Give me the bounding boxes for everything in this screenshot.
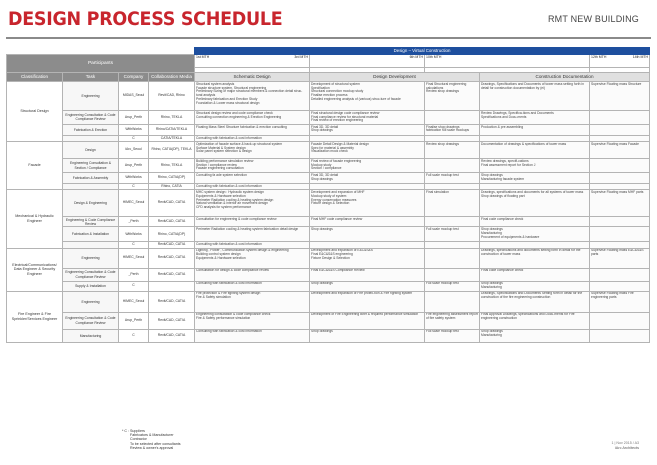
design-dev-cell-2: Full scale mockup test [425,281,480,291]
month-label-6: 6th MTH [310,55,425,68]
title-rule [6,37,651,39]
media-cell: Revit/CAD, CATIA [149,248,195,268]
table-row [7,190,650,217]
supervision-cell [590,217,650,227]
schematic-cell: Structural system analysis Facade structure system, Structural engineering Preliminary Sizing of major structural members & connection detail struc-tural analysis Preliminary fabrication and Erection Study Foundation & Lower mass structural design [195,82,310,111]
supervision-cell [590,159,650,173]
task-cell: Engineering [63,82,119,111]
design-dev-cell-2: Fire engineering assessment report of fire safety system [425,312,480,329]
media-cell: Rhino, TEKLA [149,111,195,125]
classification-cell: Facade [7,142,63,190]
construction-doc-cell: Drawings, specifications and documents for all systems of tower mass Shop drawings of floating part [480,190,590,217]
media-cell: Revit/CAD, CATIA [149,242,195,248]
task-cell: Design [63,142,119,159]
design-dev-cell-2: Finalise shop drawings fabrication full scale mockups [425,124,480,135]
schematic-cell: Consulting fa ade system selection [195,173,310,184]
supervision-cell [590,268,650,281]
supervision-cell [590,281,650,291]
company-cell: MIDAS_Seoul [119,82,149,111]
design-dev-cell: Shop drawings [310,227,425,242]
company-cell: WithWorks [119,173,149,184]
construction-doc-cell: Documentation of drawings & specifications of tower mass [480,142,590,159]
month-label-10: 10th MTH [425,55,590,68]
task-cell: Engineering [63,291,119,312]
task-cell: Engineering Consultation & Section / Compliance [63,159,119,173]
media-cell: Revit/CAD, Rhino [149,82,195,111]
company-cell: C [119,281,149,291]
construction-doc-cell: Drawings, Specifications and Documents Setting forth in detail for the construction of the fire engineering construction [480,291,590,312]
classification-cell: Structural Design [7,82,63,142]
design-dev-cell-2: Final simulation [425,190,480,217]
task-cell: Fabrication & Erection [63,124,119,135]
company-cell: C [119,184,149,190]
supervision-cell [590,173,650,184]
page-number: 1 | Nov 2015 / A3 [611,441,639,445]
task-cell: Engineering Consultation & Code Compliance Review [63,111,119,125]
media-cell: Revit/CAD, CATIA [149,217,195,227]
design-dev-cell: Final review of facade engineering Mockup study Section / compliance [310,159,425,173]
schematic-cell: Consulting with fabrication & cost information [195,329,310,342]
supervision-cell [590,312,650,329]
construction-doc-cell: Production & pre assembling [480,124,590,135]
design-dev-cell: Development of structural system Specification Structural connection mockup study Finalise erection process Detailed engineering analysis of (various) struc-ture of facade [310,82,425,111]
schematic-cell: Consulting with fabrication & cost information [195,184,310,190]
table-row [7,111,650,125]
design-dev-cell: Final structural design code compliance review Final compliance review for structural material Final review of erection engineering [310,111,425,125]
company-cell: C [119,135,149,141]
media-cell [149,281,195,291]
schematic-cell: Engineering consultation & code compliance check Fire & Safety performance simulation [195,312,310,329]
construction-doc-cell: Review Drawings, Specifica-tions and Documents Specifications and Docu-ments [480,111,590,125]
construction-doc-cell: Shop drawings Manufacturing [480,281,590,291]
construction-doc-cell: Final code compliance check [480,217,590,227]
table-row [7,329,650,342]
media-cell: Revit/CAD, CATIA [149,291,195,312]
schedule-table [6,47,650,343]
design-dev-cell: Final E&C&S&S Compliance Review [310,268,425,281]
design-dev-cell-2 [425,248,480,268]
schematic-cell: Building performance simulation review Section / compliance review Facade engineering consultation [195,159,310,173]
media-cell: Revit/CAD, CATIA [149,329,195,342]
design-dev-cell: Final 3D, 3D detail Shop drawings [310,124,425,135]
schematic-cell: Consulting with fabrication & cost information [195,135,310,141]
month-label-1: 1st MTH 3rd MTH [195,55,310,68]
col-construction-documentation: Construction Documentation [480,73,650,82]
col-media: Collaboration Media [149,73,195,82]
construction-doc-cell: Drawings, specifications and documents setting forth in detail for the construction of tower mass [480,248,590,268]
construction-doc-cell: Shop drawings Manufacturing [480,329,590,342]
construction-doc-cell: Drawings, Specifications and Documents of tower mass setting forth in detail for construction documentation by (ei) [480,82,590,111]
schematic-cell: Optimization of facade surface & back-up structural system Surface Material & System design Solar panel system selection & design [195,142,310,159]
design-dev-cell-2 [425,291,480,312]
construction-doc-cell: Final Approval Drawings, specifications and Docu-ments for Fire engineering construction [480,312,590,329]
schematic-cell: Consultation for engineering & code compliance review [195,217,310,227]
design-dev-cell: Final MHF code compliance review [310,217,425,227]
table-row [7,291,650,312]
schematic-cell: Fire protection & Fire fighting system design Fire & Safety simulation [195,291,310,312]
media-cell: Rhino/CATIA/TEKLA [149,124,195,135]
task-cell: Fabrication & Installation [63,227,119,242]
media-cell: Rhino, TEKLA [149,159,195,173]
company-cell: _Perth [119,217,149,227]
task-cell: Manufacturing [63,329,119,342]
company-cell: WithWorks [119,227,149,242]
media-cell: Rhino, CATIA(DP) [149,227,195,242]
media-cell: Revit/CAD, CATIA [149,190,195,217]
schematic-cell: MHC system design : Hydraulic system design Equipments & Hardware selection Perimeter Radiation cooling & heating system design Natural ventilation & interior air movement design CFD analysis for system performance [195,190,310,217]
table-row [7,268,650,281]
table-row [7,124,650,135]
design-dev-cell-2 [425,268,480,281]
task-cell: Fabrication & Assembly [63,173,119,184]
supervision-cell: Supervise Floating mass Structure [590,82,650,111]
col-classification: Classification [7,73,63,82]
phase-banner-row [7,48,650,55]
supervision-cell [590,227,650,242]
design-dev-cell: Development of Fire Engineering Brief & required performance simulation [310,312,425,329]
design-dev-cell: Development and expansion of E&C&S&S Final E&C&S&S engineering Fixture Design & Selection [310,248,425,268]
supervision-cell [590,329,650,342]
table-row [7,217,650,227]
schematic-cell: Consultation for design & code compliance review [195,268,310,281]
table-row [7,159,650,173]
col-design-development: Design Development [310,73,480,82]
column-header-row [7,73,650,82]
design-dev-cell-2 [425,159,480,173]
task-cell: Engineering [63,248,119,268]
design-dev-cell: Shop drawings [310,281,425,291]
note-line: Fabricators & Manufacturer [130,433,174,438]
company-cell: iArc_Seoul [119,142,149,159]
design-dev-cell-2 [425,111,480,125]
participants-row [7,55,650,68]
design-dev-cell-2: Full scale mockup test [425,329,480,342]
company-cell: HIMEC_Seoul [119,291,149,312]
company-cell: HIMEC_Seoul [119,190,149,217]
note-line: Contractor [130,437,147,442]
supervision-cell [590,111,650,125]
col-company: Company [119,73,149,82]
schematic-cell: Structural design review and code compliance check Consulting connection engineering & Erection Engineering [195,111,310,125]
supervision-cell [590,124,650,135]
task-cell: Engineering Consultation & Code Compliance Review [63,268,119,281]
schematic-cell: Floating Mass Steel Structure fabrication & erection consulting [195,124,310,135]
company-cell: Arup_Perth [119,312,149,329]
note-line: * C : Suppliers [122,429,145,433]
media-cell: CATIA/TEKLA [149,135,195,141]
task-cell: Engineering Consultation & Code Compliance Review [63,312,119,329]
schematic-cell: Consulting with fabrication & cost information [195,281,310,291]
media-cell: Revit/CAD, CATIA [149,312,195,329]
table-row [7,82,650,111]
design-dev-cell-2: Final Structural engineering calculations Review shop drawings [425,82,480,111]
classification-cell: Electrical/Communications/ Data Engineer & Security Engineer [7,248,63,291]
table-row [7,281,650,291]
design-dev-cell: Development and expansion of Fire protec-tion & Fire fighting system [310,291,425,312]
month-label-12: 12th MTH 14th MTH [590,55,650,68]
project-name: RMT NEW BUILDING [547,14,639,24]
media-cell: Rhino, CATIA(DP), TEKLA [149,142,195,159]
schematic-cell: Consulting with fabrication & cost information [195,242,310,248]
design-dev-cell: Facade Detail Design & Material design Spec for material & assembly Visualization mock check [310,142,425,159]
schematic-cell: Lighting , Power , Communication system design & engineering Building control system design Equipments & Hardware selection [195,248,310,268]
design-dev-cell-2: Full scale mockup test [425,227,480,242]
media-cell: Rhino, CATIA(DP) [149,173,195,184]
col-task: Task [63,73,119,82]
company-cell: _Perth [119,268,149,281]
task-cell: Engineering & Code Compliance Review [63,217,119,227]
task-cell: Design & Engineering [63,190,119,217]
table-row [7,173,650,184]
firm-credit: iArc Architects [614,446,639,450]
supervision-cell: Supervise Floating mass E&C&S&S parts [590,248,650,268]
design-dev-cell-2: Full scale mockup test [425,173,480,184]
construction-doc-cell: Shop drawings Manufacturing facade system [480,173,590,184]
construction-doc-cell: Review drawings, specifi-cations Final assessment report for Section J [480,159,590,173]
design-dev-cell: Final 3D, 3D detail Shop drawings [310,173,425,184]
company-cell: HIMEC_Seoul [119,248,149,268]
construction-doc-cell: Final code compliance check [480,268,590,281]
construction-doc-cell: Shop drawings Manufacturing Procurement of equipments & hardware [480,227,590,242]
company-cell: Arup_Perth [119,111,149,125]
company-cell: Arup_Perth [119,159,149,173]
design-dev-cell-2 [425,217,480,227]
supervision-cell: Supervise Floating mass Facade [590,142,650,159]
classification-cell: Fire Engineer & Fire Sprinkler/Services Engineer [7,291,63,342]
table-row [7,142,650,159]
classification-cell: Mechanical & Hydraulic Engineer [7,190,63,248]
company-cell: WithWorks [119,124,149,135]
note-line: Review & owner's approval [130,445,174,450]
company-cell: C [119,329,149,342]
supervision-cell: Supervise Floating mass MHF parts [590,190,650,217]
table-row [7,227,650,242]
schematic-cell: Perimeter Radiation cooling & heating system fabrication detail design [195,227,310,242]
table-row [7,248,650,268]
design-dev-cell: Development and expansion of MHF Mockup study of system Energy conservation measures Fixture design & Selection [310,190,425,217]
note-line: To be selected after consultants [130,441,181,446]
supervision-cell: Supervise Floating mass Fire engineering parts [590,291,650,312]
table-row [7,312,650,329]
company-cell: C [119,242,149,248]
design-dev-cell-2: Review shop drawings [425,142,480,159]
phase-banner: Design – Virtual Construction [195,48,650,55]
media-cell: Rhino, CATIA [149,184,195,190]
col-schematic-design: Schematic Design [195,73,310,82]
design-dev-cell: Shop drawings [310,329,425,342]
media-cell: Revit/CAD, CATIA [149,268,195,281]
footnotes [122,429,181,450]
participants-label: Participants [7,55,195,73]
task-cell: Supply & Installation [63,281,119,291]
page-title: DESIGN PROCESS SCHEDULE [8,8,283,30]
